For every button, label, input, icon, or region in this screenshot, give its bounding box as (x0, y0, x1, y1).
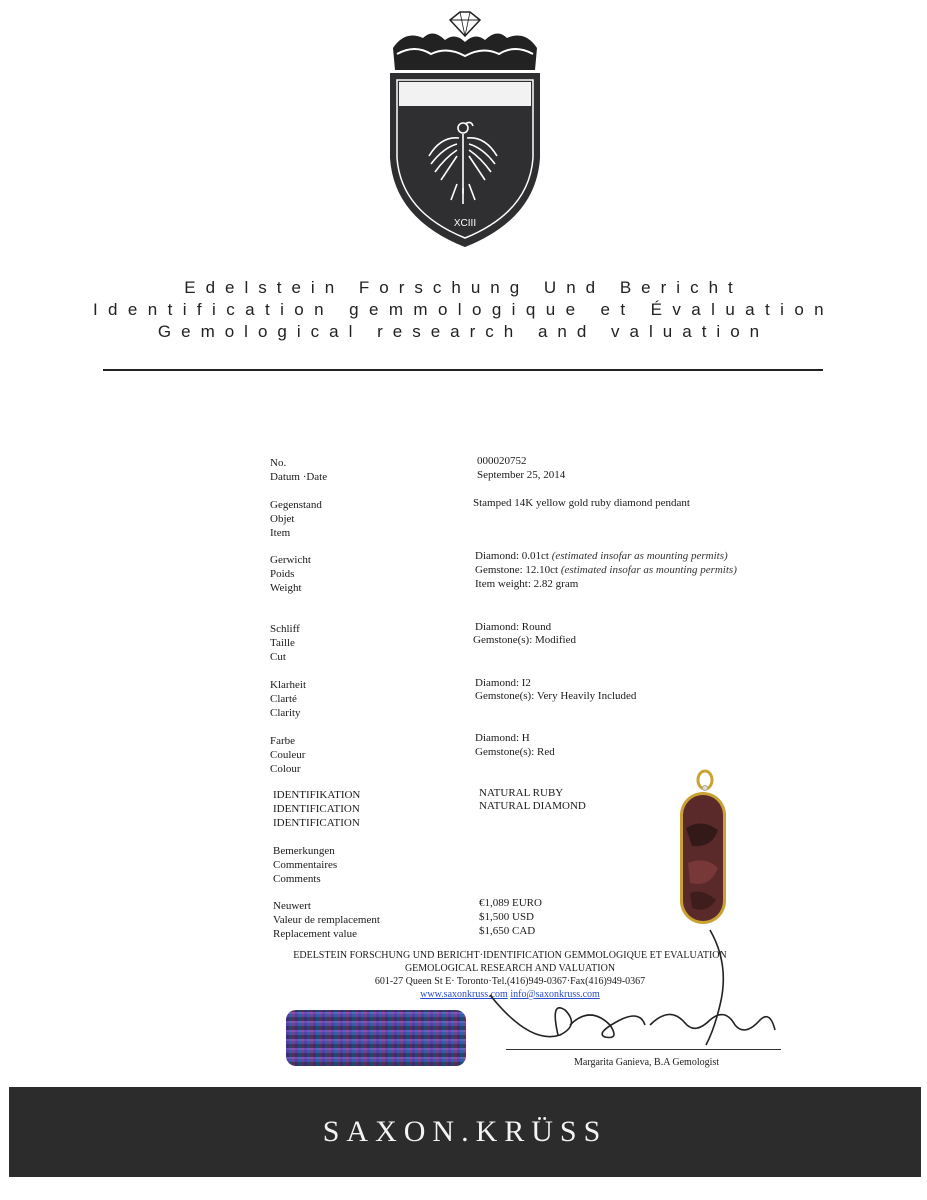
label-item-de: Gegenstand (270, 499, 322, 511)
gemologist-signature (470, 925, 790, 1065)
header-line-french: Identification gemmologique et Évaluation (92, 300, 835, 319)
value-cad: $1,650 CAD (479, 925, 536, 937)
value-identification-ruby: NATURAL RUBY (479, 787, 564, 799)
value-item: Stamped 14K yellow gold ruby diamond pendant (473, 497, 690, 509)
weight-gemstone-note: (estimated insofar as mounting permits) (560, 564, 737, 576)
label-colour-en: Colour (270, 763, 301, 775)
header-line-german: Edelstein Forschung Und Bericht (184, 278, 743, 297)
value-usd: $1,500 USD (479, 911, 535, 923)
label-clarity-de: Klarheit (270, 679, 307, 691)
diamond-icon (450, 12, 480, 36)
label-date: Datum ·Date (270, 471, 328, 483)
value-item-weight: Item weight: 2.82 gram (475, 578, 579, 590)
footer-address: 601-27 Queen St E· Toronto·Tel.(416)949-0367·Fax(416)949-0367 (374, 976, 646, 987)
value-number: 000020752 (477, 455, 527, 467)
crest-numeral: XCIII (453, 218, 477, 229)
value-identification-diamond: NATURAL DIAMOND (479, 800, 586, 812)
weight-gemstone: Gemstone: 12.10ct (475, 564, 559, 576)
value-date: September 25, 2014 (477, 469, 566, 481)
email-link[interactable]: info@saxonkruss.com (510, 989, 600, 1000)
value-weight-diamond (475, 549, 728, 563)
header-line-english: Gemological research and valuation (157, 322, 770, 341)
label-identification-de: IDENTIFIKATION (273, 789, 361, 801)
crest-logo (385, 8, 545, 253)
weight-diamond-note: (estimated insofar as mounting permits) (551, 550, 728, 562)
label-comments-fr: Commentaires (273, 859, 338, 871)
footer-tagline: GEMOLOGICAL RESEARCH AND VALUATION (404, 963, 616, 974)
signature-line (506, 1049, 781, 1050)
label-comments-en: Comments (273, 873, 321, 885)
label-value-fr: Valeur de remplacement (273, 914, 380, 926)
value-eur: €1,089 EURO (479, 897, 542, 909)
label-weight-fr: Poids (270, 568, 295, 580)
label-item-fr: Objet (270, 513, 295, 525)
label-identification-fr: IDENTIFICATION (273, 803, 360, 815)
label-value-en: Replacement value (273, 928, 357, 940)
weight-diamond: Diamond: 0.01ct (475, 550, 549, 562)
label-number: No. (270, 457, 287, 469)
footer-company: EDELSTEIN FORSCHUNG UND BERICHT·IDENTIFICATION GEMMOLOGIQUE ET EVALUATION (293, 950, 727, 961)
label-clarity-fr: Clarté (270, 693, 297, 705)
label-cut-fr: Taille (270, 637, 295, 649)
label-weight-de: Gerwicht (270, 554, 311, 566)
label-weight-en: Weight (270, 582, 302, 594)
value-weight-gemstone (475, 563, 737, 577)
value-cut-gemstone: Gemstone(s): Modified (473, 634, 576, 646)
label-clarity-en: Clarity (270, 707, 301, 719)
brand-logo: SAXON.KRÜSS (322, 1115, 608, 1148)
label-value-de: Neuwert (273, 900, 311, 912)
value-clarity-diamond: Diamond: I2 (475, 677, 531, 689)
signer-name: Margarita Ganieva, B.A Gemologist (574, 1057, 720, 1068)
label-colour-de: Farbe (270, 735, 296, 747)
label-comments-de: Bemerkungen (273, 845, 335, 857)
pendant-photo (672, 768, 732, 928)
website-link[interactable]: www.saxonkruss.com (420, 989, 508, 1000)
value-colour-diamond: Diamond: H (475, 732, 530, 744)
label-item-en: Item (270, 527, 291, 539)
value-cut-diamond: Diamond: Round (475, 621, 552, 633)
value-colour-gemstone: Gemstone(s): Red (475, 746, 555, 758)
label-cut-en: Cut (270, 651, 286, 663)
header-divider (103, 369, 823, 371)
label-identification-en: IDENTIFICATION (273, 817, 360, 829)
value-clarity-gemstone: Gemstone(s): Very Heavily Included (475, 690, 637, 702)
label-colour-fr: Couleur (270, 749, 306, 761)
label-cut-de: Schliff (270, 623, 300, 635)
hologram-seal (286, 1010, 466, 1066)
